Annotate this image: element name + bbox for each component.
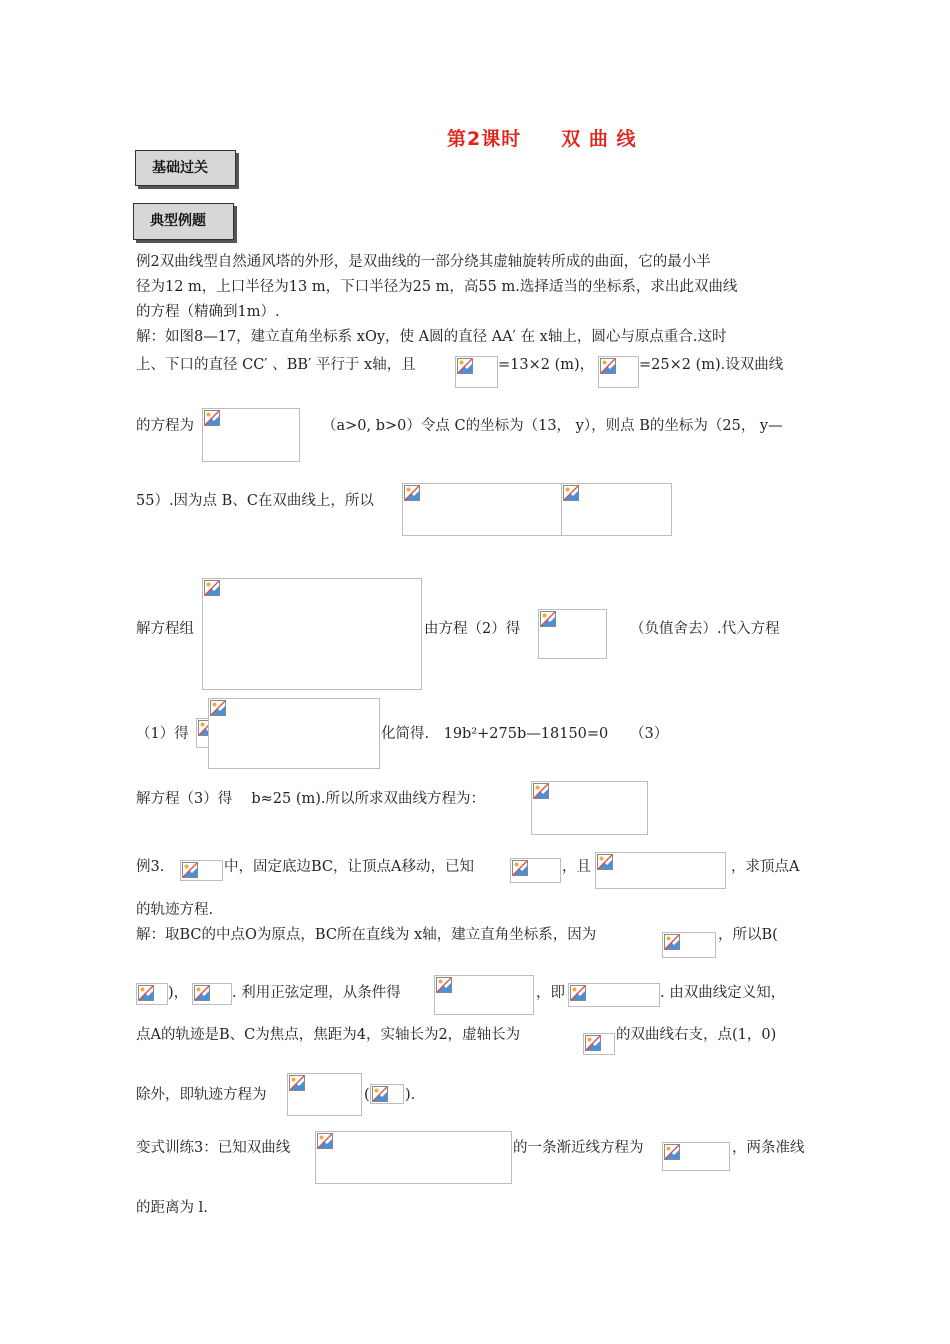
broken-image-icon (512, 860, 528, 876)
broken-image-icon (570, 985, 586, 1001)
variant3-line1a: 变式训练3：已知双曲线 (136, 1140, 291, 1156)
broken-image-icon (372, 1086, 388, 1102)
example2-solution-line2c: =25×2 (m).设双曲线 (639, 357, 784, 373)
example2-solution-line1: 解：如图8—17，建立直角坐标系 xOy，使 A圆的直径 AA′ 在 x轴上，圆心与原点重合.这时 (136, 329, 727, 345)
broken-image-icon (317, 1133, 333, 1149)
broken-image-icon (404, 485, 420, 501)
variant3-line1c: ，两条准线 (732, 1140, 805, 1156)
example3-solution-line4b: ( (364, 1087, 370, 1103)
formula-image (595, 852, 726, 889)
formula-image (180, 860, 223, 881)
formula-image (510, 858, 561, 883)
formula-image (583, 1033, 615, 1055)
formula-image (662, 1142, 730, 1171)
example2-solution-line6b: 化简得. 19b²+275b—18150=0 （3） (381, 726, 669, 742)
formula-image (202, 408, 300, 462)
example3-solution-line4c: ). (405, 1087, 416, 1103)
broken-image-icon (563, 485, 579, 501)
example3-solution-line1b: ，所以B( (718, 927, 778, 943)
example2-solution-line4: 55）.因为点 B、C在双曲线上，所以 (136, 493, 374, 509)
broken-image-icon (436, 977, 452, 993)
example2-solution-line5a: 解方程组 (136, 621, 194, 637)
example2-line1: 例2双曲线型自然通风塔的外形，是双曲线的一部分绕其虚轴旋转所成的曲面，它的最小半 (136, 254, 711, 270)
formula-image (208, 698, 380, 769)
example3-line1c: ，且 (562, 859, 591, 875)
example3-solution-line3a: 点A的轨迹是B、C为焦点，焦距为4，实轴长为2，虚轴长为 (136, 1027, 521, 1043)
broken-image-icon (289, 1075, 305, 1091)
example3-line2: 的轨迹方程. (136, 902, 214, 918)
example3-solution-line2a: )， (168, 985, 189, 1001)
example3-solution-line2d: . 由双曲线定义知， (660, 985, 786, 1001)
formula-image (315, 1131, 512, 1184)
variant3-line1b: 的一条渐近线方程为 (513, 1140, 644, 1156)
example2-solution-line6a: （1）得 (136, 726, 189, 742)
example3-line1b: 中，固定底边BC，让顶点A移动，已知 (224, 859, 474, 875)
example3-solution-line2c: ，即 (536, 985, 565, 1001)
example3-line1a: 例3. (136, 859, 165, 875)
page-title: 第2课时 双 曲 线 (447, 128, 637, 150)
formula-image (192, 983, 232, 1005)
formula-image (402, 483, 562, 536)
broken-image-icon (533, 783, 549, 799)
example2-solution-line5c: （负值舍去）.代入方程 (630, 621, 780, 637)
example2-solution-line3a: 的方程为 (136, 418, 194, 434)
broken-image-icon (210, 700, 226, 716)
variant3-line2: 的距离为 l. (136, 1200, 208, 1216)
example3-solution-line1a: 解：取BC的中点O为原点，BC所在直线为 x轴，建立直角坐标系，因为 (136, 927, 597, 943)
formula-image (434, 975, 534, 1015)
formula-image (136, 983, 168, 1005)
broken-image-icon (600, 358, 616, 374)
broken-image-icon (664, 1144, 680, 1160)
formula-image (531, 781, 648, 835)
broken-image-icon (540, 611, 556, 627)
formula-image (370, 1084, 404, 1104)
example2-solution-line2a: 上、下口的直径 CC′ 、BB′ 平行于 x轴，且 (136, 357, 416, 373)
broken-image-icon (204, 410, 220, 426)
formula-image (568, 983, 660, 1007)
formula-image (455, 356, 498, 388)
example2-solution-line3b: （a>0, b>0）令点 C的坐标为（13， y），则点 B的坐标为（25， y— (322, 418, 783, 434)
formula-image (538, 609, 607, 659)
example3-line1d: ，求顶点A (731, 859, 800, 875)
broken-image-icon (194, 985, 210, 1001)
section-basics: 基础过关 (135, 150, 236, 186)
example2-solution-line2b: =13×2 (m)， (498, 357, 595, 373)
example3-solution-line3b: 的双曲线右支，点(1，0) (616, 1027, 777, 1043)
section-examples: 典型例题 (133, 203, 234, 240)
broken-image-icon (138, 985, 154, 1001)
example2-solution-line5b: 由方程（2）得 (424, 621, 521, 637)
formula-image (662, 932, 716, 958)
broken-image-icon (182, 862, 198, 878)
example3-solution-line4a: 除外，即轨迹方程为 (136, 1087, 267, 1103)
example2-line2: 径为12 m，上口半径为13 m，下口半径为25 m，高55 m.选择适当的坐标系，求出此双曲线 (136, 279, 738, 295)
broken-image-icon (585, 1035, 601, 1051)
broken-image-icon (597, 854, 613, 870)
formula-image (287, 1073, 362, 1116)
example2-line3: 的方程（精确到1m）. (136, 304, 280, 320)
formula-image (202, 578, 422, 690)
formula-image (561, 483, 672, 536)
broken-image-icon (664, 934, 680, 950)
formula-image (598, 356, 639, 388)
example3-solution-line2b: . 利用正弦定理，从条件得 (232, 985, 401, 1001)
example2-solution-line7: 解方程（3）得 b≈25 (m).所以所求双曲线方程为： (136, 791, 485, 807)
broken-image-icon (457, 358, 473, 374)
broken-image-icon (204, 580, 220, 596)
